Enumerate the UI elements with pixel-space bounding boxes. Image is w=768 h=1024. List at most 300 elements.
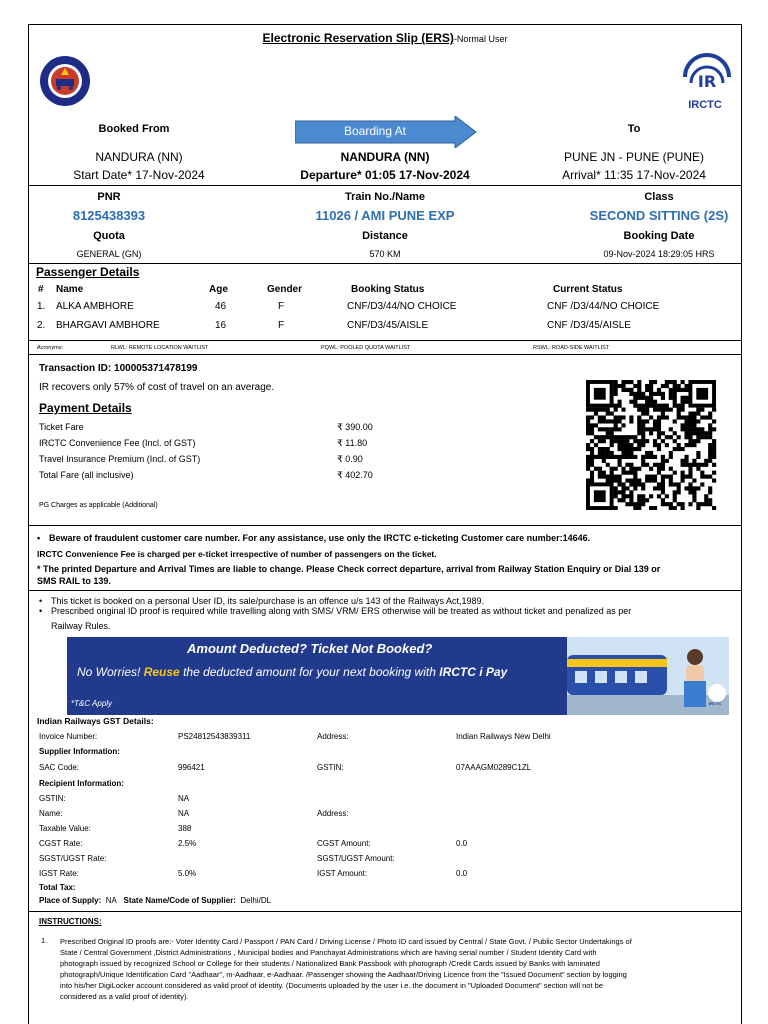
qr-module (594, 443, 598, 447)
qr-module (606, 455, 610, 459)
qr-module (669, 408, 673, 412)
qr-module (614, 475, 618, 479)
qr-module (708, 412, 712, 416)
qr-module (712, 439, 716, 443)
instruction-line: considered as a valid proof of identity). (60, 992, 189, 1001)
qr-module (661, 490, 665, 494)
qr-module (665, 435, 669, 439)
fare-item-label: Total Fare (all inclusive) (39, 470, 134, 480)
taxable-value: 388 (178, 824, 192, 833)
qr-module (586, 467, 590, 471)
place-of-supply-value: NA (105, 896, 117, 905)
qr-module (653, 427, 657, 431)
address-label: Address: (317, 732, 349, 741)
qr-module (641, 486, 645, 490)
qr-module (700, 415, 704, 419)
divider (29, 185, 741, 186)
qr-module (684, 415, 688, 419)
qr-module (618, 439, 622, 443)
qr-module (653, 380, 657, 384)
qr-module (688, 423, 692, 427)
cgst-rate-label: CGST Rate: (39, 839, 83, 848)
qr-module (696, 502, 700, 506)
ers-slip (28, 24, 742, 1024)
qr-module (614, 467, 618, 471)
total-tax-label: Total Tax: (39, 883, 76, 892)
qr-module (614, 427, 618, 431)
qr-module (708, 443, 712, 447)
qr-module (641, 431, 645, 435)
qr-module (621, 455, 625, 459)
qr-module (586, 443, 590, 447)
qr-module (708, 435, 712, 439)
qr-module (704, 415, 708, 419)
booked-from-label: Booked From (98, 123, 170, 135)
qr-module (649, 451, 653, 455)
passenger-name: BHARGAVI AMBHORE (56, 320, 160, 331)
qr-module (665, 443, 669, 447)
qr-module (629, 478, 633, 482)
qr-module (633, 384, 637, 388)
qr-module (684, 384, 688, 388)
igst-amount-label: IGST Amount: (317, 869, 368, 878)
qr-module (621, 435, 625, 439)
qr-module (712, 506, 716, 510)
qr-module (618, 459, 622, 463)
qr-module (673, 431, 677, 435)
qr-module (590, 455, 594, 459)
qr-module (645, 427, 649, 431)
qr-module (692, 415, 696, 419)
qr-module (677, 412, 681, 416)
qr-module (708, 447, 712, 451)
booked-from-station: NANDURA (NN) (95, 150, 183, 164)
qr-module (606, 412, 610, 416)
quota-label: Quota (93, 230, 125, 242)
qr-module (621, 471, 625, 475)
qr-module (696, 419, 700, 423)
qr-module (673, 396, 677, 400)
qr-module (704, 494, 708, 498)
qr-module (700, 471, 704, 475)
qr-module (708, 415, 712, 419)
qr-module (618, 498, 622, 502)
cgst-rate-value: 2.5% (178, 839, 197, 848)
qr-module (641, 435, 645, 439)
qr-module (621, 384, 625, 388)
qr-module (645, 439, 649, 443)
qr-module (681, 408, 685, 412)
irctc-ipay-banner[interactable] (67, 637, 729, 715)
qr-module (653, 423, 657, 427)
qr-module (681, 463, 685, 467)
qr-module (606, 427, 610, 431)
qr-module (645, 400, 649, 404)
qr-module (657, 415, 661, 419)
distance-label: Distance (362, 230, 408, 242)
qr-module (700, 435, 704, 439)
sac-label: SAC Code: (39, 763, 80, 772)
qr-module (621, 451, 625, 455)
qr-module (625, 502, 629, 506)
convenience-fee-notice: IRCTC Convenience Fee is charged per e-ticket irrespective of number of passengers on the ticket. (37, 549, 437, 559)
qr-module (637, 506, 641, 510)
recipient-gstin-label: GSTIN: (39, 794, 66, 803)
qr-module (625, 494, 629, 498)
invoice-label: Invoice Number: (39, 732, 98, 741)
qr-module (669, 482, 673, 486)
fraud-notice-text: • Beware of fraudulent customer care number. For any assistance, use only the IRCTC e-ticketing Customer care number:14646. (35, 533, 735, 543)
qr-module (657, 392, 661, 396)
supplier-gstin-label: GSTIN: (317, 763, 344, 772)
qr-module (625, 443, 629, 447)
fare-item-label: IRCTC Convenience Fee (Incl. of GST) (39, 438, 196, 448)
qr-module (645, 455, 649, 459)
qr-module (618, 482, 622, 486)
qr-module (618, 415, 622, 419)
qr-module (653, 408, 657, 412)
qr-module (692, 419, 696, 423)
qr-module (661, 408, 665, 412)
qr-module (688, 475, 692, 479)
qr-module (590, 463, 594, 467)
qr-module (637, 467, 641, 471)
qr-finder (594, 490, 606, 502)
qr-module (618, 404, 622, 408)
qr-module (590, 415, 594, 419)
qr-module (586, 408, 590, 412)
qr-module (629, 494, 633, 498)
qr-module (649, 396, 653, 400)
qr-module (614, 388, 618, 392)
qr-module (704, 498, 708, 502)
qr-module (681, 388, 685, 392)
qr-module (618, 455, 622, 459)
qr-module (688, 443, 692, 447)
qr-module (629, 415, 633, 419)
qr-module (688, 427, 692, 431)
banner-tnc: *T&C Apply (71, 699, 113, 708)
qr-module (610, 467, 614, 471)
passenger-index: 2. (37, 320, 46, 331)
recipient-name-value: NA (178, 809, 190, 818)
qr-module (657, 408, 661, 412)
qr-module (712, 455, 716, 459)
cgst-amount-value: 0.0 (456, 839, 468, 848)
qr-module (704, 435, 708, 439)
sgst-amount-label: SGST/UGST Amount: (317, 854, 395, 863)
qr-module (657, 471, 661, 475)
qr-module (629, 463, 633, 467)
qr-module (598, 467, 602, 471)
qr-module (629, 380, 633, 384)
qr-module (625, 471, 629, 475)
qr-module (629, 467, 633, 471)
qr-module (629, 392, 633, 396)
qr-module (673, 490, 677, 494)
qr-module (669, 388, 673, 392)
qr-module (681, 506, 685, 510)
qr-module (637, 380, 641, 384)
qr-module (700, 431, 704, 435)
taxable-value-label: Taxable Value: (39, 824, 91, 833)
qr-module (704, 463, 708, 467)
qr-module (688, 463, 692, 467)
qr-module (673, 471, 677, 475)
qr-module (708, 498, 712, 502)
qr-module (712, 447, 716, 451)
qr-module (681, 447, 685, 451)
qr-module (708, 459, 712, 463)
qr-module (661, 482, 665, 486)
qr-module (669, 478, 673, 482)
qr-module (637, 388, 641, 392)
qr-module (641, 404, 645, 408)
qr-module (661, 459, 665, 463)
qr-module (673, 384, 677, 388)
qr-module (629, 482, 633, 486)
qr-module (590, 427, 594, 431)
qr-module (665, 380, 669, 384)
supplier-info-title: Supplier Information: (39, 747, 120, 756)
qr-module (637, 423, 641, 427)
qr-module (673, 419, 677, 423)
qr-module (688, 431, 692, 435)
qr-module (696, 408, 700, 412)
passenger-booking-status: CNF/D3/44/NO CHOICE (347, 301, 457, 312)
fare-item-value: ₹ 11.80 (337, 438, 368, 448)
qr-module (688, 412, 692, 416)
banner-line-reuse: Reuse (143, 665, 180, 679)
qr-module (633, 455, 637, 459)
gst-title: Indian Railways GST Details: (37, 716, 154, 726)
qr-module (688, 490, 692, 494)
qr-module (708, 423, 712, 427)
qr-module (614, 392, 618, 396)
igst-rate-label: IGST Rate: (39, 869, 79, 878)
banner-line-prefix: No Worries! (77, 665, 141, 679)
qr-module (586, 459, 590, 463)
qr-module (614, 486, 618, 490)
qr-module (708, 455, 712, 459)
qr-module (586, 419, 590, 423)
qr-module (708, 490, 712, 494)
instructions-title: INSTRUCTIONS: (39, 917, 102, 926)
ers-title: Electronic Reservation Slip (ERS) (262, 31, 454, 45)
qr-module (637, 502, 641, 506)
qr-module (688, 415, 692, 419)
qr-module (677, 384, 681, 388)
supplier-gstin-value: 07AAAGM0289C1ZL (456, 763, 532, 772)
qr-module (649, 478, 653, 482)
qr-module (641, 412, 645, 416)
passenger-header-booking-status: Booking Status (351, 284, 425, 295)
qr-module (700, 427, 704, 431)
qr-module (665, 475, 669, 479)
qr-module (629, 490, 633, 494)
fare-item-value: ₹ 0.90 (337, 454, 363, 464)
qr-module (614, 494, 618, 498)
qr-module (708, 502, 712, 506)
qr-module (633, 404, 637, 408)
sgst-rate-label: SGST/UGST Rate: (39, 854, 107, 863)
qr-module (618, 419, 622, 423)
qr-module (637, 443, 641, 447)
qr-module (629, 451, 633, 455)
qr-module (606, 463, 610, 467)
qr-module (669, 435, 673, 439)
qr-module (673, 494, 677, 498)
qr-module (629, 502, 633, 506)
irctc-logo (677, 49, 737, 115)
qr-module (606, 475, 610, 479)
quota-value: GENERAL (GN) (76, 249, 142, 259)
qr-module (586, 415, 590, 419)
qr-module (661, 384, 665, 388)
qr-module (598, 427, 602, 431)
banner-line-rest: the deducted amount for your next booking with (183, 665, 436, 679)
passenger-details-title: Passenger Details (36, 265, 140, 279)
qr-module (602, 459, 606, 463)
instruction-number: 1. (41, 936, 48, 945)
qr-module (625, 463, 629, 467)
divider (29, 525, 741, 526)
class-label: Class (644, 191, 674, 203)
to-label: To (627, 123, 641, 135)
qr-module (653, 478, 657, 482)
qr-module (633, 478, 637, 482)
qr-module (633, 396, 637, 400)
ers-title-suffix: -Normal User (453, 34, 508, 44)
qr-module (633, 435, 637, 439)
qr-module (645, 412, 649, 416)
qr-module (657, 419, 661, 423)
cost-recovery-note: IR recovers only 57% of cost of travel on an average. (39, 382, 275, 393)
qr-module (669, 392, 673, 396)
qr-module (621, 415, 625, 419)
acronyms-label: Acronyms: (37, 345, 63, 351)
qr-module (602, 435, 606, 439)
qr-module (653, 455, 657, 459)
id-proof-notice: • Prescribed original ID proof is required while travelling along with SMS/ VRM/ ERS otherwise will be treated as without ticket and penalized as per (37, 606, 737, 616)
fraud-notice (35, 533, 735, 543)
qr-module (645, 463, 649, 467)
qr-module (602, 439, 606, 443)
qr-module (688, 419, 692, 423)
boarding-at-label: Boarding At (343, 124, 407, 138)
qr-module (633, 486, 637, 490)
fare-item-label: Ticket Fare (39, 422, 84, 432)
qr-module (621, 498, 625, 502)
qr-module (669, 502, 673, 506)
qr-module (594, 423, 598, 427)
qr-module (688, 471, 692, 475)
qr-module (598, 419, 602, 423)
divider (29, 590, 741, 591)
qr-module (610, 435, 614, 439)
qr-module (610, 443, 614, 447)
qr-module (629, 400, 633, 404)
qr-module (645, 396, 649, 400)
qr-module (621, 443, 625, 447)
qr-module (633, 482, 637, 486)
qr-module (637, 431, 641, 435)
qr-module (684, 431, 688, 435)
qr-module (681, 415, 685, 419)
qr-module (677, 447, 681, 451)
qr-module (696, 486, 700, 490)
qr-module (606, 431, 610, 435)
passenger-name: ALKA AMBHORE (56, 301, 134, 312)
qr-module (637, 384, 641, 388)
indian-railways-logo (39, 55, 91, 107)
qr-module (661, 439, 665, 443)
qr-module (684, 396, 688, 400)
qr-module (677, 408, 681, 412)
qr-module (598, 435, 602, 439)
passenger-header-index: # (38, 284, 44, 295)
distance-value: 570 KM (369, 249, 401, 259)
divider (29, 340, 741, 341)
qr-module (590, 408, 594, 412)
qr-module (653, 404, 657, 408)
qr-module (618, 447, 622, 451)
qr-module (618, 490, 622, 494)
qr-module (594, 455, 598, 459)
pnr-value: 8125438393 (72, 208, 146, 223)
divider (29, 263, 741, 264)
passenger-age: 46 (215, 301, 227, 312)
qr-module (653, 443, 657, 447)
qr-module (649, 431, 653, 435)
qr-module (684, 388, 688, 392)
qr-module (677, 490, 681, 494)
qr-module (708, 486, 712, 490)
qr-module (633, 502, 637, 506)
qr-module (621, 486, 625, 490)
qr-module (692, 478, 696, 482)
qr-finder (696, 388, 708, 400)
qr-module (669, 506, 673, 510)
qr-module (669, 467, 673, 471)
passenger-gender: F (278, 320, 285, 331)
qr-module (586, 455, 590, 459)
passenger-age: 16 (215, 320, 227, 331)
qr-module (641, 396, 645, 400)
qr-module (637, 404, 641, 408)
qr-module (629, 498, 633, 502)
acronym-rlwl: RLWL: REMOTE LOCATION WAITLIST (111, 345, 209, 351)
qr-module (602, 415, 606, 419)
qr-module (712, 478, 716, 482)
qr-module (614, 490, 618, 494)
supplier-state-value: Delhi/DL (240, 896, 272, 905)
qr-module (677, 415, 681, 419)
qr-module (684, 435, 688, 439)
qr-module (684, 423, 688, 427)
qr-module (629, 455, 633, 459)
qr-module (621, 467, 625, 471)
fare-item-value: ₹ 402.70 (337, 470, 373, 480)
qr-module (692, 498, 696, 502)
qr-module (641, 423, 645, 427)
qr-module (606, 451, 610, 455)
qr-module (625, 380, 629, 384)
qr-module (661, 415, 665, 419)
qr-module (661, 502, 665, 506)
qr-module (661, 486, 665, 490)
qr-module (637, 427, 641, 431)
